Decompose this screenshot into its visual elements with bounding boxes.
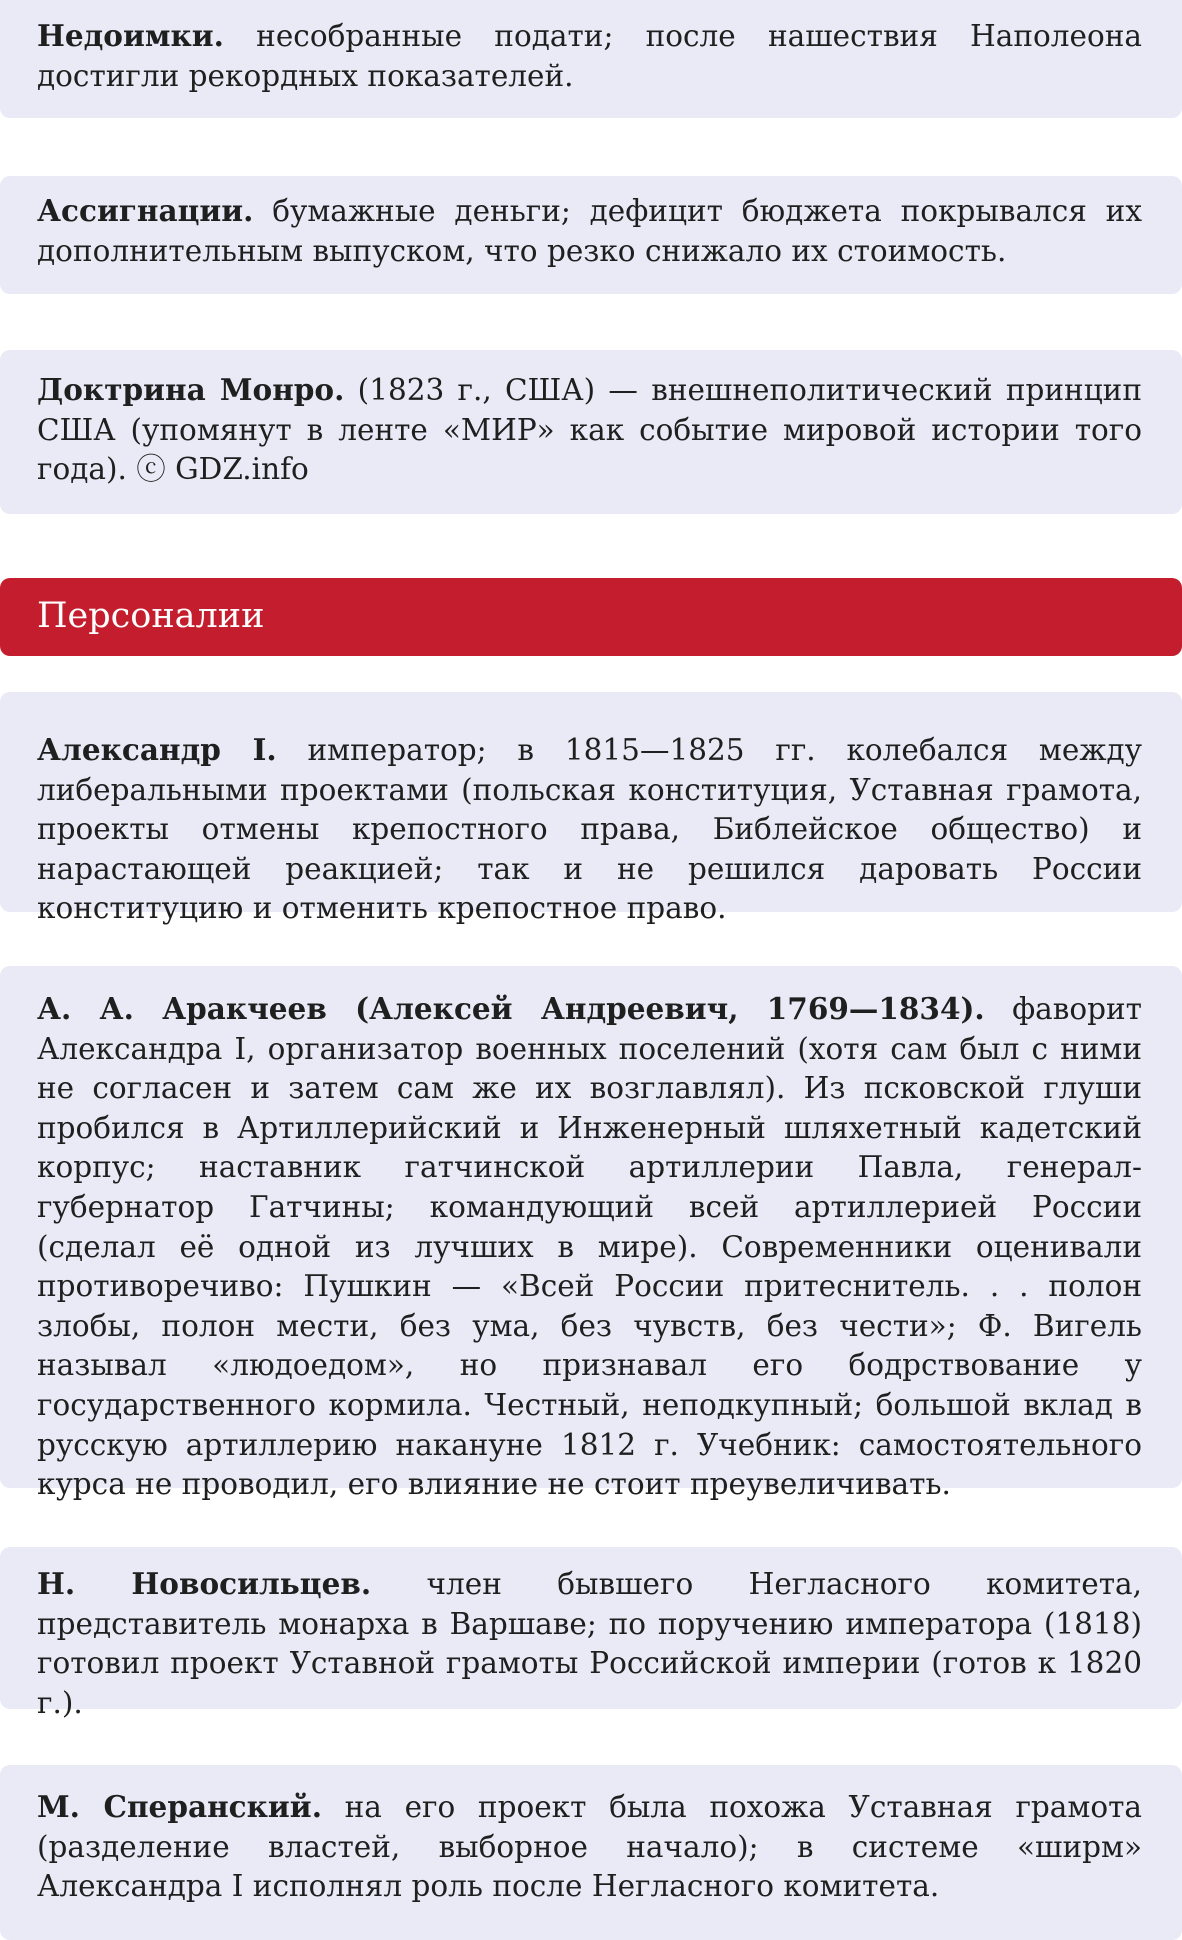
person-name: Александр I. <box>37 732 277 767</box>
term-card-nedoimki <box>0 0 1182 118</box>
person-description: фаворит Александра I, организатор военных поселений (хотя сам был с ними не согласен и затем сам же их возглавлял). Из псковской глуши пробился в Артиллерийский и Инженерный шляхетный кадетский корпус; наставник гатчинской артиллерии Павла, генерал-губернатор Гатчины; командующий всей артиллерией России (сделал её одной из лучших в мире). Современники оценивали противоречиво: Пушкин — «Всей России притеснитель. . . полон злобы, полон мести, без ума, без чувств, без чести»; Ф. Вигель называл «людоедом», но признавал его бодрствование у государственного кормила. Честный, неподкупный; большой вклад в русскую артиллерию накануне 1812 г. Учебник: самостоятельного курса не проводил, его влияние не стоит преувеличивать. <box>37 992 1143 1502</box>
term-heading: Ассигнации. <box>37 193 254 228</box>
person-card-novosiltsev <box>0 1547 1182 1720</box>
term-card-doktrina-monro <box>0 350 1182 514</box>
person-paragraph <box>37 1787 1142 1907</box>
term-paragraph <box>37 370 1142 490</box>
person-card-speranskiy <box>0 1765 1182 1940</box>
term-paragraph <box>37 16 1142 96</box>
person-paragraph <box>37 730 1142 929</box>
person-description: император; в 1815—1825 гг. колебался между либеральными проектами (польская конституция, Уставная грамота, проекты отмены крепостного права, Библейское общество) и нарастающей реакцией; так и не решился даровать России конституцию и отменить крепостное право. <box>37 733 1142 926</box>
person-card-arakcheev <box>0 966 1182 1502</box>
person-description: на его проект была похожа Уставная грамота (разделение властей, выборное начало); в системе «ширм» Александра I исполнял роль после Негласного комитета. <box>37 1790 1142 1904</box>
person-name: Н. Новосильцев. <box>37 1566 372 1601</box>
term-heading: Доктрина Монро. <box>37 372 345 407</box>
person-paragraph <box>37 989 1142 1505</box>
person-card-aleksandr-1 <box>0 692 1182 926</box>
term-definition: несобранные подати; после нашествия Наполеона достигли рекордных показателей. <box>37 19 1142 93</box>
term-paragraph <box>37 191 1142 271</box>
term-heading: Недоимки. <box>37 18 224 53</box>
term-definition: (1823 г., США) — внешнеполитический принцип США (упомянут в ленте «МИР» как событие мировой истории того года). ⓒ GDZ.info <box>37 373 1142 487</box>
term-definition: бумажные деньги; дефицит бюджета покрывался их дополнительным выпуском, что резко снижало их стоимость. <box>37 194 1142 268</box>
person-name: М. Сперанский. <box>37 1789 322 1824</box>
person-description: член бывшего Негласного комитета, представитель монарха в Варшаве; по поручению императора (1818) готовил проект Уставной грамоты Российской империи (готов к 1820 г.). <box>37 1567 1142 1720</box>
section-title: Персоналии <box>37 596 265 636</box>
section-banner <box>0 578 1182 656</box>
person-name: А. А. Аракчеев (Алексей Андреевич, 1769—1834). <box>37 991 985 1026</box>
person-paragraph <box>37 1564 1142 1723</box>
term-card-assignatsii <box>0 176 1182 294</box>
